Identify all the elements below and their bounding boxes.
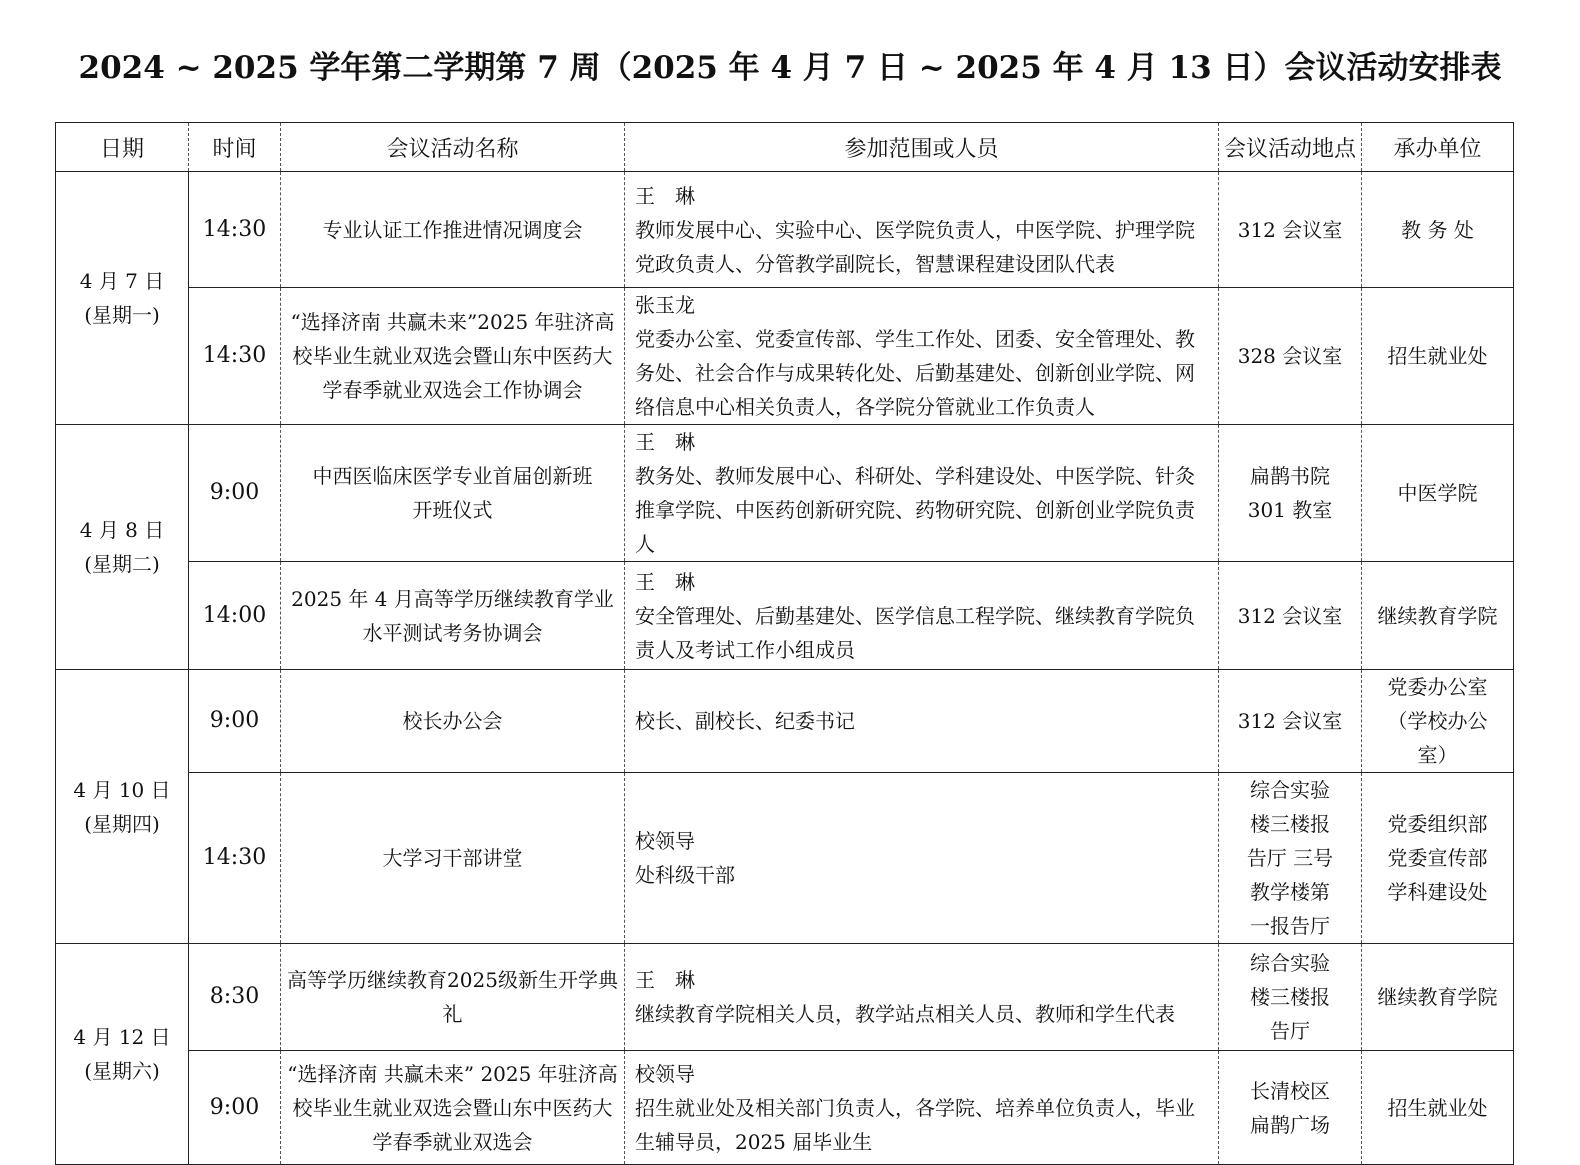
attendees-text: 继续教育学院相关人员，教学站点相关人员、教师和学生代表 xyxy=(635,1002,1175,1026)
date-text: 4 月 8 日 xyxy=(79,518,165,542)
table-row xyxy=(56,172,1514,288)
event-name: “选择济南 共赢未来” 2025 年驻济高校毕业生就业双选会暨山东中医药大学春季就业双选会 xyxy=(281,1051,625,1165)
event-name: “选择济南 共赢未来”2025 年驻济高校毕业生就业双选会暨山东中医药大学春季就业双选会工作协调会 xyxy=(281,288,625,425)
time-cell: 14:30 xyxy=(189,172,281,288)
date-text: 4 月 7 日 xyxy=(79,269,165,293)
schedule-table xyxy=(55,122,1514,1165)
chair-text: 王 琳 xyxy=(635,430,695,454)
participants-cell xyxy=(625,172,1219,288)
header-time: 时间 xyxy=(189,123,281,172)
table-row xyxy=(56,670,1514,773)
participants-cell xyxy=(625,773,1219,944)
attendees-text: 党委办公室、党委宣传部、学生工作处、团委、安全管理处、教务处、社会合作与成果转化处、后勤基建处、创新创业学院、网络信息中心相关负责人，各学院分管就业工作负责人 xyxy=(635,327,1195,419)
chair-text: 张玉龙 xyxy=(635,293,695,317)
header-date: 日期 xyxy=(56,123,189,172)
header-name: 会议活动名称 xyxy=(281,123,625,172)
table-row xyxy=(56,1051,1514,1165)
organizer-cell: 继续教育学院 xyxy=(1362,944,1514,1051)
location-cell: 312 会议室 xyxy=(1219,562,1362,670)
attendees-text: 校长、副校长、纪委书记 xyxy=(635,709,855,733)
time-cell: 14:30 xyxy=(189,288,281,425)
table-row xyxy=(56,288,1514,425)
location-cell: 扁鹊书院 301 教室 xyxy=(1219,425,1362,562)
location-cell: 328 会议室 xyxy=(1219,288,1362,425)
time-cell: 14:00 xyxy=(189,562,281,670)
header-participants: 参加范围或人员 xyxy=(625,123,1219,172)
header-location: 会议活动地点 xyxy=(1219,123,1362,172)
participants-cell xyxy=(625,562,1219,670)
organizer-cell: 党委办公室（学校办公室） xyxy=(1362,670,1514,773)
chair-text: 校领导 xyxy=(635,1061,695,1086)
attendees-text: 安全管理处、后勤基建处、医学信息工程学院、继续教育学院负责人及考试工作小组成员 xyxy=(635,603,1195,662)
attendees-text: 处科级干部 xyxy=(635,863,735,887)
event-name: 中西医临床医学专业首届创新班开班仪式 xyxy=(281,425,625,562)
organizer-cell: 中医学院 xyxy=(1362,425,1514,562)
date-cell xyxy=(56,425,189,670)
table-row xyxy=(56,944,1514,1051)
time-cell: 8:30 xyxy=(189,944,281,1051)
location-cell: 312 会议室 xyxy=(1219,172,1362,288)
weekday-text: (星期二) xyxy=(84,552,160,576)
participants-cell xyxy=(625,425,1219,562)
date-cell xyxy=(56,944,189,1165)
organizer-cell: 党委组织部 党委宣传部 学科建设处 xyxy=(1362,773,1514,944)
table-row xyxy=(56,425,1514,562)
location-cell: 综合实验楼三楼报告厅 xyxy=(1219,944,1362,1051)
participants-cell xyxy=(625,1051,1219,1165)
attendees-text: 教务处、教师发展中心、科研处、学科建设处、中医学院、针灸推拿学院、中医药创新研究院、药物研究院、创新创业学院负责人 xyxy=(635,464,1195,556)
header-row xyxy=(56,123,1514,172)
event-name: 专业认证工作推进情况调度会 xyxy=(281,172,625,288)
time-cell: 9:00 xyxy=(189,1051,281,1165)
chair-text: 王 琳 xyxy=(635,569,695,594)
date-text: 4 月 12 日 xyxy=(73,1025,171,1049)
header-organizer: 承办单位 xyxy=(1362,123,1514,172)
participants-cell xyxy=(625,670,1219,773)
organizer-cell: 教 务 处 xyxy=(1362,172,1514,288)
weekday-text: (星期六) xyxy=(84,1059,160,1083)
date-cell xyxy=(56,670,189,944)
date-cell xyxy=(56,172,189,425)
event-name: 校长办公会 xyxy=(281,670,625,773)
organizer-cell: 继续教育学院 xyxy=(1362,562,1514,670)
attendees-text: 教师发展中心、实验中心、医学院负责人，中医学院、护理学院党政负责人、分管教学副院长，智慧课程建设团队代表 xyxy=(635,217,1195,276)
event-name: 高等学历继续教育2025级新生开学典礼 xyxy=(281,944,625,1051)
attendees-text: 招生就业处及相关部门负责人，各学院、培养单位负责人，毕业生辅导员，2025 届毕业生 xyxy=(635,1095,1195,1154)
location-cell: 综合实验楼三楼报告厅 三号教学楼第一报告厅 xyxy=(1219,773,1362,944)
event-name: 2025 年 4 月高等学历继续教育学业水平测试考务协调会 xyxy=(281,562,625,670)
date-text: 4 月 10 日 xyxy=(73,777,171,802)
organizer-cell: 招生就业处 xyxy=(1362,1051,1514,1165)
organizer-cell: 招生就业处 xyxy=(1362,288,1514,425)
time-cell: 9:00 xyxy=(189,425,281,562)
table-row xyxy=(56,562,1514,670)
table-row xyxy=(56,773,1514,944)
chair-text: 王 琳 xyxy=(635,968,695,992)
participants-cell xyxy=(625,944,1219,1051)
location-cell: 长清校区扁鹊广场 xyxy=(1219,1051,1362,1165)
participants-cell xyxy=(625,288,1219,425)
weekday-text: (星期一) xyxy=(84,303,160,327)
chair-text: 王 琳 xyxy=(635,183,695,208)
chair-text: 校领导 xyxy=(635,829,695,853)
event-name: 大学习干部讲堂 xyxy=(281,773,625,944)
page-title: 2024 ~ 2025 学年第二学期第 7 周（2025 年 4 月 7 日 ~ 2025 年 4 月 13 日）会议活动安排表 xyxy=(78,50,1502,86)
location-cell: 312 会议室 xyxy=(1219,670,1362,773)
time-cell: 14:30 xyxy=(189,773,281,944)
weekday-text: (星期四) xyxy=(84,811,160,836)
time-cell: 9:00 xyxy=(189,670,281,773)
